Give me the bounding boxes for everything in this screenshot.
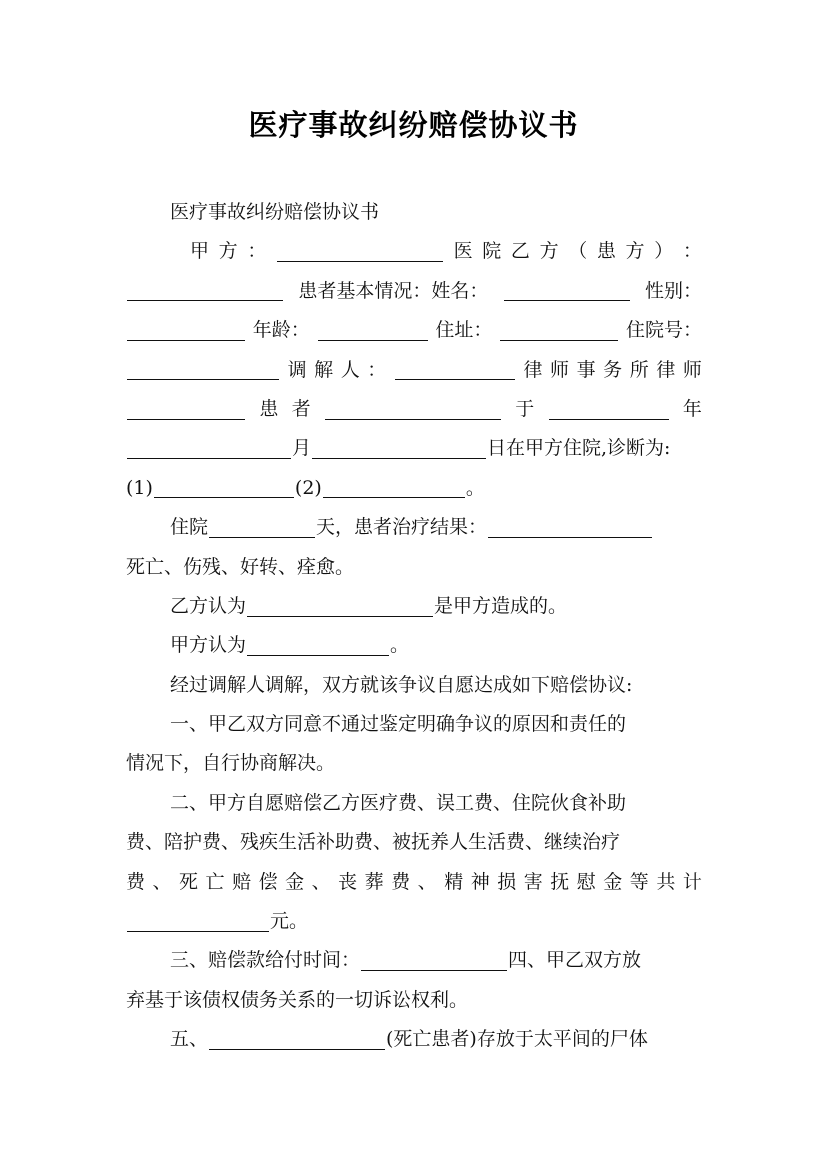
text-run: 弃基于该债权债务关系的一切诉讼权利。 [126, 988, 469, 1011]
fill-blank[interactable] [395, 378, 515, 380]
text-run: 抚 [550, 870, 570, 893]
text-line [126, 587, 702, 626]
text-run: ： [367, 358, 387, 381]
text-line [126, 941, 702, 980]
fill-blank[interactable] [323, 496, 465, 498]
text-run: 所 [629, 358, 649, 381]
text-run: (死亡患者)存放于太平间的尸体 [386, 1028, 648, 1051]
text-line [126, 311, 702, 350]
text-run: 医 [453, 240, 473, 263]
fill-blank[interactable] [209, 536, 315, 538]
fill-blank[interactable] [361, 969, 507, 971]
text-run: 甲方认为 [170, 634, 247, 657]
text-run: ： [247, 240, 267, 263]
text-run: 四、甲乙双方放 [508, 949, 642, 972]
text-line [126, 744, 702, 783]
fill-blank[interactable] [504, 299, 630, 301]
text-run: 患 [259, 397, 279, 420]
text-run: 住院号： [625, 319, 702, 342]
fill-blank[interactable] [127, 457, 291, 459]
text-run: 方 [539, 240, 559, 263]
text-run: 住院 [170, 516, 209, 539]
text-run: 元。 [270, 910, 309, 933]
text-run: 乙方认为 [170, 594, 247, 617]
text-run: 性别： [644, 279, 702, 302]
fill-blank[interactable] [127, 418, 245, 420]
text-run: 、 [152, 870, 172, 893]
fill-blank[interactable] [127, 378, 279, 380]
text-run: 人 [340, 358, 360, 381]
text-run: 住址： [435, 319, 493, 342]
text-run: 费 [391, 870, 411, 893]
text-run: 医疗事故纠纷赔偿协议书 [170, 201, 380, 223]
text-run: 葬 [364, 870, 384, 893]
fill-blank[interactable] [127, 930, 269, 932]
text-run: 赔 [232, 870, 252, 893]
text-run: 甲 [190, 240, 210, 263]
text-run: 师 [682, 358, 702, 381]
text-run: 经过调解人调解，双方就该争议自愿达成如下赔偿协议: [170, 673, 633, 696]
text-run: 情况下，自行协商解决。 [126, 752, 336, 775]
fill-blank[interactable] [127, 339, 245, 341]
text-run: 天，患者治疗结果： [316, 516, 488, 539]
text-run: 金 [285, 870, 305, 893]
text-run: 丧 [338, 870, 358, 893]
text-run: 患者基本情况：姓名： [298, 279, 489, 302]
fill-blank[interactable] [247, 615, 433, 617]
text-line [126, 863, 702, 902]
fill-blank[interactable] [325, 418, 501, 420]
fill-blank[interactable] [127, 299, 283, 301]
text-run: 、 [417, 870, 437, 893]
text-run: 解 [314, 358, 334, 381]
text-run: 、 [311, 870, 331, 893]
document-body [126, 193, 702, 1060]
text-run: 务 [603, 358, 623, 381]
text-run: 等 [629, 870, 649, 893]
text-run: 二、甲方自愿赔偿乙方医疗费、误工费、住院伙食补助 [170, 791, 627, 814]
text-run: 年 [682, 397, 702, 420]
text-run: 院 [482, 240, 502, 263]
text-run: 方 [625, 240, 645, 263]
text-run: 费、陪护费、残疾生活补助费、被抚养人生活费、继续治疗 [126, 831, 621, 854]
text-line [126, 351, 702, 390]
text-line [126, 981, 702, 1020]
text-run: 一、甲乙双方同意不通过鉴定明确争议的原因和责任的 [170, 713, 627, 736]
fill-blank[interactable] [209, 1048, 385, 1050]
text-run: 死 [179, 870, 199, 893]
text-line [126, 548, 702, 587]
text-run: 调 [287, 358, 307, 381]
text-run: 慰 [576, 870, 596, 893]
fill-blank[interactable] [549, 418, 669, 420]
text-run: 事 [576, 358, 596, 381]
text-run: 于 [515, 397, 535, 420]
text-run: 是甲方造成的。 [434, 594, 568, 617]
text-line [126, 429, 702, 468]
text-run: ） [654, 240, 674, 263]
fill-blank[interactable] [318, 339, 428, 341]
text-run: 师 [550, 358, 570, 381]
text-line [126, 469, 702, 508]
text-run: 亡 [205, 870, 225, 893]
fill-blank[interactable] [154, 496, 294, 498]
text-run: ： [682, 240, 702, 263]
text-run: 三、赔偿款给付时间： [170, 949, 361, 972]
text-line [126, 705, 702, 744]
text-run: (1) [126, 476, 153, 499]
text-line [126, 390, 702, 429]
text-line [126, 902, 702, 941]
text-run: 者 [291, 397, 311, 420]
text-run: 患 [596, 240, 616, 263]
text-run: 损 [497, 870, 517, 893]
text-line [126, 666, 702, 705]
text-run: 神 [470, 870, 490, 893]
fill-blank[interactable] [500, 339, 618, 341]
text-run: 害 [523, 870, 543, 893]
text-run: 。 [465, 476, 485, 499]
text-line [126, 626, 702, 665]
fill-blank[interactable] [277, 260, 443, 262]
text-run: （ [568, 240, 588, 263]
text-line [126, 272, 702, 311]
text-line [126, 823, 702, 862]
text-run: 金 [603, 870, 623, 893]
text-run: (2) [294, 476, 322, 499]
fill-blank[interactable] [488, 536, 652, 538]
text-run: 死亡、伤残、好转、痊愈。 [126, 555, 355, 578]
text-run: 律 [656, 358, 676, 381]
fill-blank[interactable] [312, 457, 486, 459]
text-run: 计 [682, 870, 702, 893]
text-run: 五、 [170, 1028, 209, 1051]
text-run: 日在甲方住院,诊断为: [487, 437, 671, 460]
text-line [126, 784, 702, 823]
text-run: 。 [390, 634, 410, 657]
text-run: 偿 [258, 870, 278, 893]
text-run: 共 [656, 870, 676, 893]
text-run: 律 [523, 358, 543, 381]
text-run: 费 [126, 870, 146, 893]
text-line [126, 193, 702, 232]
text-line [126, 1020, 702, 1059]
text-run: 年龄： [252, 319, 310, 342]
fill-blank[interactable] [247, 654, 389, 656]
text-run: 乙 [510, 240, 530, 263]
document-title: 医疗事故纠纷赔偿协议书 [248, 108, 579, 142]
text-run: 精 [444, 870, 464, 893]
text-run: 月 [292, 437, 312, 460]
text-line [126, 232, 702, 271]
text-run: 方 [218, 240, 238, 263]
text-line [126, 508, 702, 547]
